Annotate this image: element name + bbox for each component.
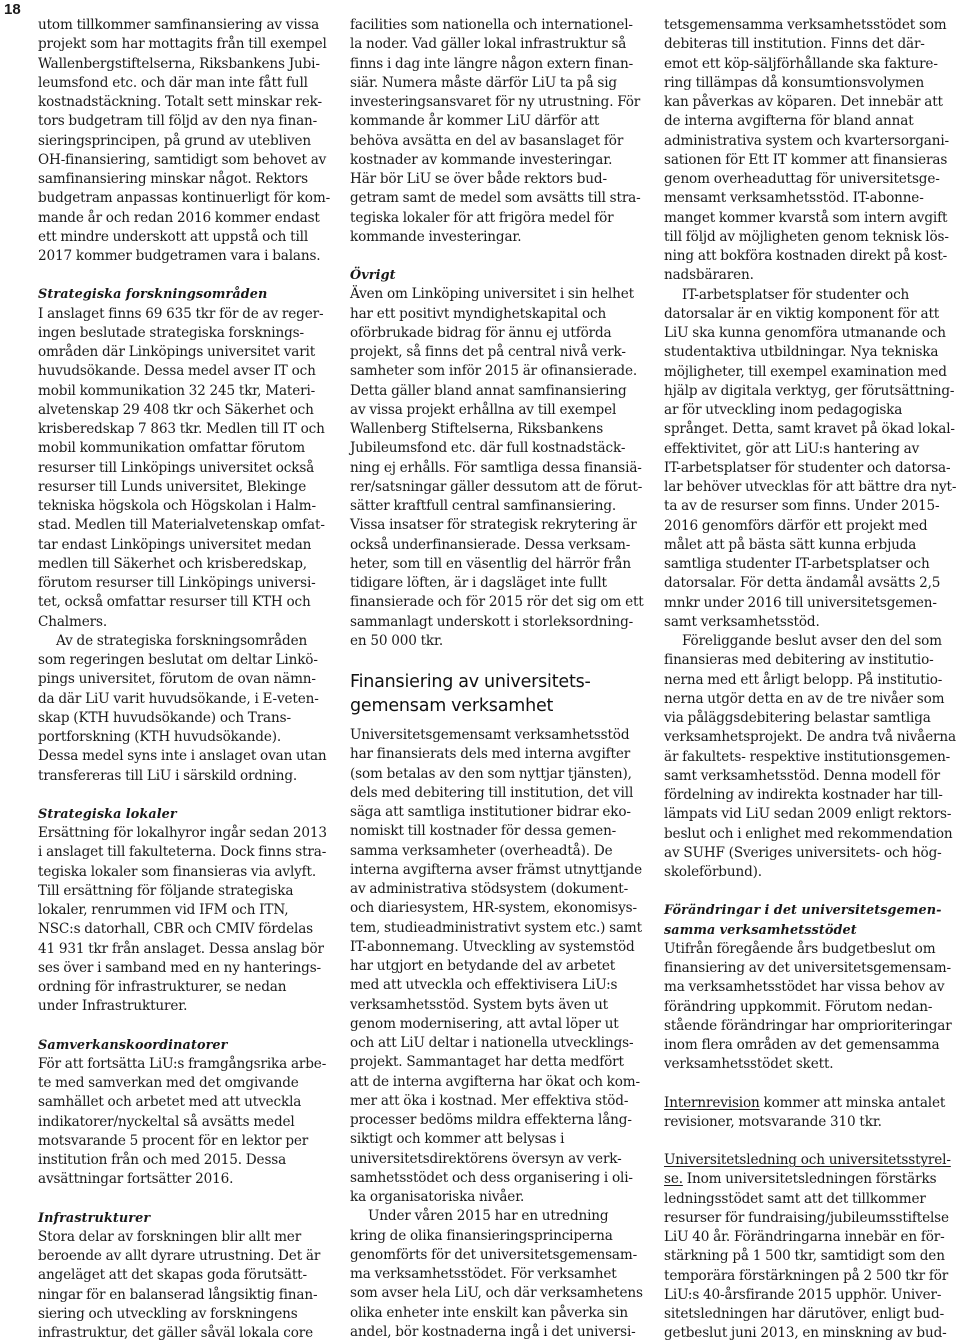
text-line: Utifrån föregående års budgetbeslut om <box>664 940 936 957</box>
text-column-1 <box>38 16 334 1343</box>
text-line: LiU ska kunna genomföra utmanande och <box>664 325 946 341</box>
text-line: projekt som har mottagits från till exempel <box>38 36 327 53</box>
text-line: möjligheter, till exempel examination med <box>664 363 947 380</box>
paragraph <box>38 1055 334 1190</box>
text-line: stad. Medlen till Materialvetenskap omfat- <box>38 517 325 534</box>
text-line: områden där Linköpings universitet varit <box>38 344 316 360</box>
text-line: de interna avgifterna för bland annat <box>664 113 914 130</box>
section-heading: Övrigt <box>350 268 396 283</box>
text-line: genom modernisering, att avtal löper ut <box>350 1015 619 1032</box>
text-line: OH-finansiering, samtidigt som behovet av <box>38 151 327 168</box>
text-line: motsvarande 5 procent för en lektor per <box>38 1132 309 1149</box>
paragraph <box>664 1151 954 1344</box>
text-line: Vissa insatser för strategisk rekrytering är <box>350 517 637 534</box>
text-line: sammanlagt underskott i storleksordning- <box>350 613 634 630</box>
text-line: ses över i samband med en ny hanterings- <box>38 959 321 976</box>
paragraph <box>38 16 334 266</box>
text-line: finansiering av det universitetsgemensam- <box>664 960 951 976</box>
paragraph <box>664 940 954 1075</box>
text-line: infrastruktur, det gäller såväl lokala core <box>38 1325 313 1341</box>
paragraph <box>664 16 954 286</box>
section-heading: Förändringar i det universitetsgemen- <box>664 903 942 919</box>
text-line: la noder. Vad gäller lokal infrastruktur så <box>350 36 627 53</box>
underlined-term: Universitetsledning och universitetsstyrel- <box>664 1152 951 1168</box>
text-line: nadsbäraren. <box>664 267 754 284</box>
text-line: mnkr under 2016 till universitetsgemen- <box>664 594 937 611</box>
text-line: finansieras med debitering av institutio- <box>664 652 934 669</box>
text-line: Stora delar av forskningen blir allt mer <box>38 1228 302 1245</box>
text-line: tidigare löften, är i dagsläget inte fullt <box>350 575 607 591</box>
text-line: tors budgetram till följd av den nya finan- <box>38 113 318 130</box>
text-line: av vissa projekt erhållna av till exempel <box>350 401 617 418</box>
text-line: samma verksamheter (overheadtå). De <box>350 842 613 859</box>
text-line: krisberedskap 7 863 tkr. Medlen till IT och <box>38 421 325 437</box>
text-line: ta av de resurser som finns. Under 2015- <box>664 498 940 515</box>
text-line: samfinansiering minskar något. Rektors <box>38 171 308 187</box>
text-line: som avser hela LiU, och där verksamhetens <box>350 1285 643 1302</box>
text-line: verksamhetsstödet skett. <box>664 1056 834 1073</box>
text-line: pings universitet, förutom de ovan nämn- <box>38 671 316 688</box>
text-line: kan påverkas av köparen. Det innebär att <box>664 94 943 110</box>
text-line: mensamt verksamhetsstöd. IT-abonne- <box>664 190 924 207</box>
text-line: administrativa system och kvartersorgani- <box>664 132 949 149</box>
text-line: tekniska högskola och Högskolan i Halm- <box>38 498 316 514</box>
section-heading: Strategiska lokaler <box>38 806 177 822</box>
text-line: beroende av allt dyrare utrustning. Det är <box>38 1248 321 1264</box>
paragraph <box>664 286 957 633</box>
text-line: mobil kommunikation 32 245 tkr, Materi- <box>38 382 316 399</box>
text-line: ning ej erhålls. För samtliga dessa finansiä- <box>350 459 642 476</box>
text-line: kostnadstäckning. Totalt sett minskar rek- <box>38 94 322 110</box>
text-line: resurser till Linköpings universitet också <box>38 459 315 476</box>
text-line: tem, studieadministrativt system etc.) samt <box>350 919 642 936</box>
text-line: Föreliggande beslut avser den del som <box>682 633 942 649</box>
text-line: transfereras till LiU i särskild ordning. <box>38 767 298 784</box>
text-line: datorsalar är en viktig komponent för att <box>664 305 940 322</box>
text-line: Chalmers. <box>38 613 107 630</box>
text-line: Även om Linköping universitet i sin helhet <box>350 286 634 303</box>
paragraph <box>664 632 954 882</box>
section-gap <box>350 247 646 266</box>
text-line: LiU:s 40-årsfirande 2015 upphör. Univer- <box>664 1286 942 1303</box>
text-line: indikatorer/nyckeltal så avsätts medel <box>38 1113 295 1130</box>
section-gap <box>664 882 954 901</box>
text-line: ar för utveckling inom pedagogiska <box>664 402 903 418</box>
text-line: Ersättning för lokalhyror ingår sedan 2013 <box>38 825 327 841</box>
text-line: I anslaget finns 69 635 tkr för de av reger- <box>38 305 324 322</box>
text-line: stärkning på 1 500 tkr, samtidigt som den <box>664 1248 945 1265</box>
text-line: Wallenbergstiftelserna, Riksbankens Jubi- <box>38 55 320 72</box>
text-line: nerna med ett årligt belopp. På institutio- <box>664 671 943 688</box>
text-line: finansierade och för 2015 rör det sig om ett <box>350 594 644 611</box>
text-line: genom overheaduttag för universitetsge- <box>664 171 940 187</box>
text-line: ledningsstödet samt att det tillkommer <box>664 1190 926 1207</box>
text-line: har utgjort en betydande del av arbetet <box>350 958 616 974</box>
text-line: har finansierats dels med interna avgifter <box>350 746 631 763</box>
paragraph <box>350 16 646 247</box>
text-line: nerna utgör detta en av de tre nivåer som <box>664 690 945 707</box>
text-line: tegiska lokaler för att frigöra medel för <box>350 209 614 226</box>
text-line: projekt. Sammantaget har detta medfört <box>350 1054 624 1071</box>
text-line: ordning för infrastrukturer, se nedan <box>38 979 287 995</box>
text-line: projekt, så finns det på central nivå verk- <box>350 344 626 360</box>
text-line: heter, som till en väsentlig del härrör från <box>350 555 631 572</box>
text-line: Jubileumsfond etc. där full kostnadstäck- <box>350 440 626 457</box>
text-line: säga att samtliga institutioner bidrar eko- <box>350 804 631 820</box>
text-line: siering och utveckling av forskningens <box>38 1305 298 1322</box>
text-line: samheter som inför 2015 är ofinansierade. <box>350 363 638 380</box>
text-line: (som betalas av den som nyttjar tjänsten), <box>350 765 632 782</box>
text-line: kostnader av kommande investeringar. <box>350 151 613 168</box>
text-line: verksamhetsprojekt. De andra två nivåerna <box>664 729 956 746</box>
text-line: språnget. Detta, samt kravet på ökad lokal- <box>664 421 955 438</box>
text-line: samhället och arbetet med att utveckla <box>38 1094 302 1111</box>
text-line: emot ett köp-säljförhållande ska fakture- <box>664 55 938 72</box>
text-line: effektivitet, gör att LiU:s hantering av <box>664 440 920 457</box>
text-line: debiteras till institution. Finns det där- <box>664 36 925 53</box>
text-line: huvudsökande. Dessa medel avser IT och <box>38 363 316 380</box>
chapter-heading: gemensam verksamhet <box>350 696 554 716</box>
text-line: IT-abonnemang. Utveckling av systemstöd <box>350 938 635 955</box>
text-line: lokaler, renrummen vid IFM och ITN, <box>38 902 289 918</box>
text-line: studentaktiva utbildningar. Nya tekniska <box>664 344 939 361</box>
paragraph <box>664 1094 954 1133</box>
text-line: resurser för fundraising/jubileumsstiftelse <box>664 1209 949 1226</box>
text-line: lämpats vid LiU sedan 2009 enligt rektors- <box>664 806 952 823</box>
text-line: tegiska lokaler som finansieras via avlyft. <box>38 863 317 880</box>
paragraph <box>350 1207 646 1342</box>
section-gap <box>350 718 646 726</box>
text-line: tar endast Linköpings universitet medan <box>38 536 312 553</box>
text-line: ingen beslutade strategiska forsknings- <box>38 324 304 341</box>
text-line: samhetsstödet och dess organisering i oli- <box>350 1169 633 1186</box>
paragraph <box>38 1228 334 1344</box>
text-line: av administrativa stödsystem (dokument- <box>350 881 629 897</box>
text-line: Wallenberg Stiftelserna, Riksbankens <box>350 421 604 437</box>
text-line: mobil kommunikation omfattar förutom <box>38 440 306 457</box>
text-line: också underfinansierade. Dessa verksam- <box>350 536 631 553</box>
text-line: dels med debitering till institution, det vill <box>350 784 634 801</box>
text-line: NSC:s datorhall, CBR och CMIV fördelas <box>38 921 313 938</box>
text-line <box>664 1151 954 1170</box>
text-line: manget kommer kvarstå som intern avgift <box>664 209 948 226</box>
text-line: under Infrastrukturer. <box>38 998 188 1015</box>
text-line: kring de olika finansieringsprinciperna <box>350 1227 613 1244</box>
text-line: alvetenskap 29 408 tkr och Säkerhet och <box>38 401 314 418</box>
section-heading: Infrastrukturer <box>38 1210 151 1226</box>
text-line: Till ersättning för följande strategiska <box>38 882 294 899</box>
text-column-3 <box>664 16 957 1344</box>
text-line: skap (KTH huvudsökande) och Trans- <box>38 709 291 726</box>
text-line: Av de strategiska forskningsområden <box>56 632 308 649</box>
text-line: lar behöver utvecklas för att bättre dra nyt- <box>664 479 957 495</box>
text-line: inom flera områden av det gemensamma <box>664 1037 940 1053</box>
text-line: är fakultets- respektive institutionsgemen- <box>664 748 951 765</box>
text-line: ma verksamhetsstödet har vissa behov av <box>664 979 945 996</box>
paragraph <box>350 285 646 651</box>
text-line: IT-arbetsplatser för studenter och <box>682 286 910 303</box>
text-line: revisioner, motsvarande 310 tkr. <box>664 1113 882 1130</box>
text-line: stående förändringar har omprioriteringar <box>664 1017 952 1034</box>
text-line: temporära förstärkningen på 2 500 tkr för <box>664 1267 949 1284</box>
section-gap <box>350 651 646 670</box>
text-line: nomiskt till kostnader för dessa gemen- <box>350 823 617 840</box>
text-line: sationen för Ett IT kommer att finansieras <box>664 151 948 168</box>
section-gap <box>664 1075 954 1094</box>
text-line: och att LiU deltar i nationella utvecklings- <box>350 1035 634 1051</box>
text-line: Universitetsgemensamt verksamhetsstöd <box>350 727 630 743</box>
text-line: kommande investeringar. <box>350 228 522 245</box>
text-line: Här bör LiU se över både rektors bud- <box>350 171 607 187</box>
section-heading: Samverkanskoordinatorer <box>38 1037 228 1053</box>
text-line: ka organisatoriska nivåer. <box>350 1189 525 1205</box>
text-line: facilities som nationella och internationel- <box>350 17 633 33</box>
section-gap <box>38 266 334 285</box>
text-line: tet, också omfattar resurser till KTH och <box>38 594 311 611</box>
text-line: Dessa medel syns inte i anslaget ovan utan <box>38 748 327 765</box>
text-line: leumsfond etc. och där man inte fått full <box>38 74 308 91</box>
text-line: getbeslut juni 2013, en minskning av bud- <box>664 1325 947 1342</box>
text-line: sätter kraftfull central samfinansiering. <box>350 498 617 514</box>
text-line: till följd av möjligheten genom teknisk lös- <box>664 228 949 245</box>
text-line: förändring uppkommit. Förutom nedan- <box>664 998 933 1015</box>
text-line: 2017 kommer budgetramen vara i balans. <box>38 248 321 264</box>
text-line: utom tillkommer samfinansiering av vissa <box>38 17 320 33</box>
section-gap <box>38 786 334 805</box>
text-line: att de interna avgifterna har ökat och kom- <box>350 1073 640 1090</box>
text-line: sitetsledningen har därutöver, enligt bud- <box>664 1306 945 1322</box>
text-column-2 <box>350 16 646 1342</box>
text-line: ett mindre underskott att uppstå och till <box>38 228 309 245</box>
text-line: investeringsansvaret för ny utrustning. För <box>350 94 641 110</box>
underlined-term: Internrevision <box>664 1094 760 1111</box>
underlined-term: se. <box>664 1171 683 1188</box>
section-gap <box>664 1132 954 1151</box>
section-heading: samma verksamhetsstödet <box>664 922 857 938</box>
chapter-heading: Finansiering av universitets- <box>350 672 591 692</box>
text-line: datorsalar. För detta ändamål avsätts 2,5 <box>664 575 941 592</box>
text-line: Detta gäller bland annat samfinansiering <box>350 382 627 399</box>
section-gap <box>38 1017 334 1036</box>
text-line: målet att på bästa sätt kunna erbjuda <box>664 536 917 553</box>
text-line: sieringsprincipen, på grund av utebliven <box>38 132 311 149</box>
text-line: portforskning (KTH huvudsökande). <box>38 729 282 745</box>
text-line: som regeringen beslutat om deltar Linkö- <box>38 652 318 668</box>
text-line: resurser till Lunds universitet, Blekinge <box>38 478 307 495</box>
text-line: siär. Numera måste därför LiU ta på sig <box>350 74 617 91</box>
text-line: med att utveckla och effektivisera LiU:s <box>350 977 618 994</box>
text-line: se. Inom universitetsledningen förstärks <box>664 1171 937 1188</box>
text-line: ma verksamhetsstödet. För verksamhet <box>350 1266 617 1282</box>
text-line: hjälp av digitala verktyg, ger förutsättning- <box>664 382 955 399</box>
text-line: medlen till Säkerhet och krisberedskap, <box>38 555 307 572</box>
page-number: 18 <box>4 1 21 18</box>
paragraph <box>38 632 334 786</box>
text-line: olika enheter inte enskilt kan påverka sin <box>350 1304 628 1321</box>
text-line: ring tillämpas då konsumtionsvolymen <box>664 74 925 91</box>
text-line: verksamhetsstöd. System byts även ut <box>350 996 608 1013</box>
text-line: IT-arbetsplatser för studenter och datorsa- <box>664 459 951 476</box>
text-line: interna avgifterna avser främst utnyttjande <box>350 861 642 878</box>
text-line: via påläggsdebitering belastar samtliga <box>664 710 931 726</box>
text-line: och diariesystem, HR-system, ekonomisys- <box>350 900 637 917</box>
text-line: ning att bokföra kostnaden direkt på kost- <box>664 248 948 264</box>
text-line: LiU 40 år. Förändringarna innebär en för- <box>664 1229 945 1245</box>
text-line: processer bedöms mildra effekterna lång- <box>350 1112 632 1128</box>
text-line: genomförts för det universitetsgemensam- <box>350 1246 638 1263</box>
text-line: mer att öka i kostnad. Mer effektiva stöd- <box>350 1092 629 1109</box>
text-line: rer/satsningar gäller dessutom att de förut- <box>350 478 643 495</box>
text-line: oförbrukade bidrag för ännu ej utförda <box>350 324 612 341</box>
text-line: kommande år kommer LiU därför att <box>350 113 600 130</box>
text-line: förutom resurser till Linköpings universi- <box>38 575 316 591</box>
text-line: samtliga studenter IT-arbetsplatser och <box>664 556 930 572</box>
text-line: i anslaget till fakulteterna. Dock finns stra- <box>38 844 327 861</box>
text-line: 41 931 tkr från anslaget. Dessa anslag bör <box>38 940 324 957</box>
text-line: getram samt de medel som avsätts till stra- <box>350 190 641 207</box>
text-line: te med samverkan med det omgivande <box>38 1075 299 1091</box>
text-line: skoleförbund). <box>664 864 762 880</box>
text-line: har ett positivt myndighetskapital och <box>350 305 607 322</box>
text-line: budgetram anpassas kontinuerligt för kom- <box>38 190 331 207</box>
text-line: tetsgemensamma verksamhetsstödet som <box>664 17 947 33</box>
text-line: institution från och med 2015. Dessa <box>38 1152 287 1168</box>
text-line: 2016 genomförs därför ett projekt med <box>664 517 928 534</box>
text-line: samt verksamhetsstöd. Denna modell för <box>664 767 940 784</box>
paragraph <box>38 305 334 632</box>
text-line: finns i dag inte längre någon extern finan- <box>350 55 634 72</box>
text-line: Internrevision kommer att minska antalet <box>664 1094 946 1111</box>
text-line: För att fortsätta LiU:s framgångsrika arbe- <box>38 1055 327 1072</box>
text-line: siktigt och kommer att belysas i <box>350 1131 565 1148</box>
section-heading: Strategiska forskningsområden <box>38 287 268 303</box>
text-line: universitetsdirektörens översyn av verk- <box>350 1150 622 1167</box>
text-line: fördelning av indirekta kostnader har till- <box>664 787 943 803</box>
text-line: ningar för en balanserad långsiktig finan- <box>38 1286 318 1303</box>
text-line: Under våren 2015 har en utredning <box>368 1208 609 1225</box>
text-line: avsättningar fortsätter 2016. <box>38 1171 234 1188</box>
text-line: andel, bör kostnaderna ingå i det universi- <box>350 1323 636 1340</box>
text-line: mande år och redan 2016 kommer endast <box>38 209 320 226</box>
paragraph <box>350 726 646 1207</box>
text-line: av SUHF (Sveriges universitets- och hög- <box>664 844 942 861</box>
text-line: en 50 000 tkr. <box>350 632 444 649</box>
paragraph <box>38 824 334 1017</box>
section-gap <box>38 1190 334 1209</box>
text-line: behöva avsätta en del av basanslaget för <box>350 132 624 149</box>
text-line: da där LiU varit huvudsökande, i E-veten- <box>38 690 319 707</box>
text-line: beslut och i enlighet med rekommendation <box>664 825 953 842</box>
text-line: angeläget att det skapas goda förutsätt- <box>38 1267 307 1284</box>
text-line: samt verksamhetsstöd. <box>664 613 820 630</box>
